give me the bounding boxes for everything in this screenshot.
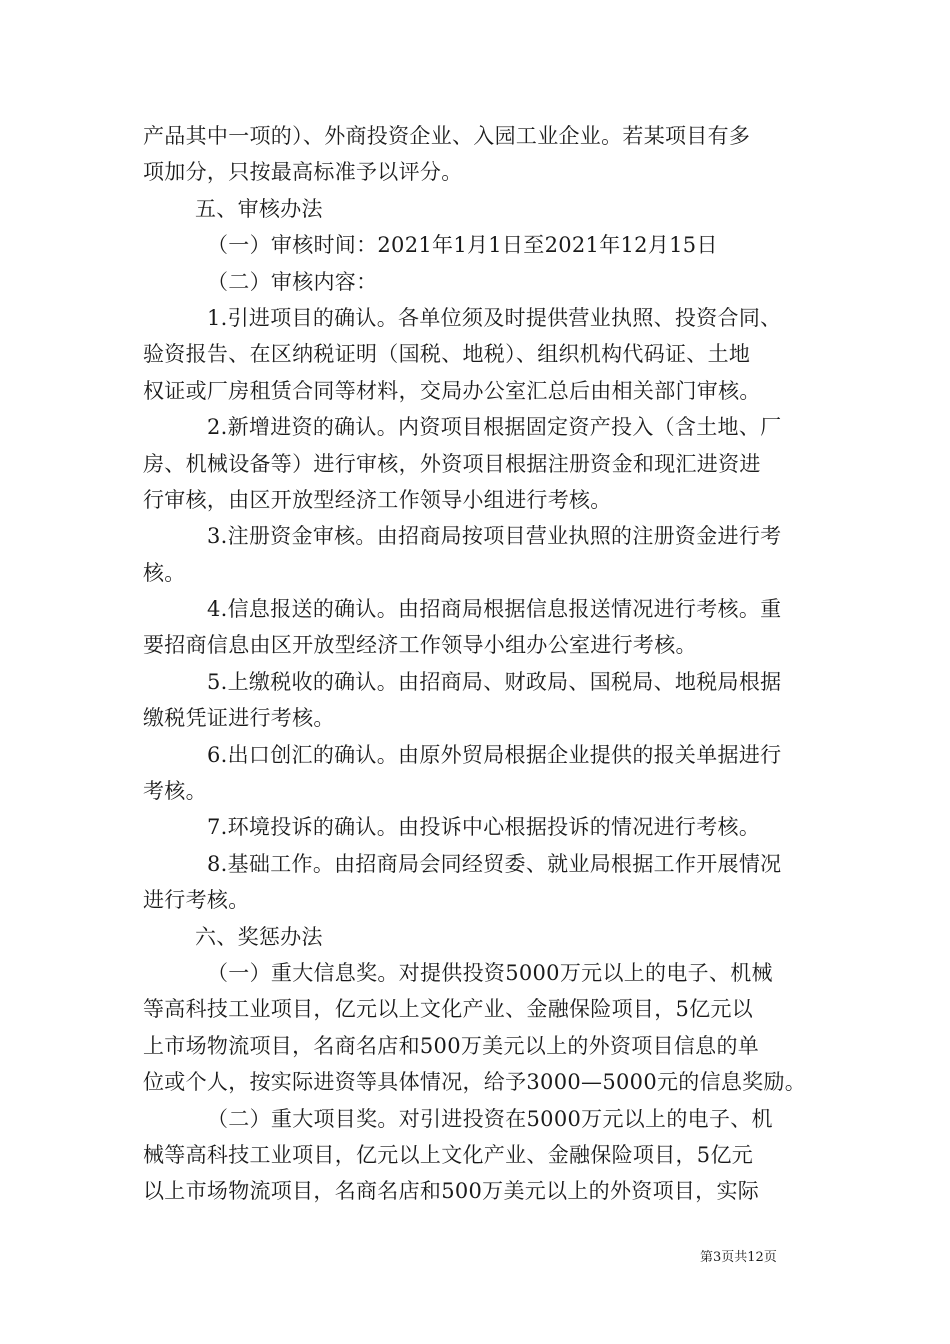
text-line: 5.上缴税收的确认。由招商局、财政局、国税局、地税局根据 (207, 669, 782, 694)
text-line: 等高科技工业项目，亿元以上文化产业、金融保险项目，5亿元以 (143, 997, 754, 1022)
text-line: 6.出口创汇的确认。由原外贸局根据企业提供的报关单据进行 (207, 742, 782, 767)
text-line: 行审核，由区开放型经济工作领导小组进行考核。 (143, 487, 612, 512)
document-body (143, 118, 813, 1210)
section-heading: 五、审核办法 (195, 196, 323, 221)
section-heading: 六、奖惩办法 (195, 924, 323, 949)
text-line: 位或个人，按实际进资等具体情况，给予3000—5000元的信息奖励。 (143, 1070, 807, 1095)
text-line: （二）重大项目奖。对引进投资在5000万元以上的电子、机 (207, 1106, 773, 1131)
text-line: 1.引进项目的确认。各单位须及时提供营业执照、投资合同、 (207, 305, 782, 330)
text-line: （一）重大信息奖。对提供投资5000万元以上的电子、机械 (207, 960, 773, 985)
text-line: 要招商信息由区开放型经济工作领导小组办公室进行考核。 (143, 633, 697, 658)
subsection-heading: （一）审核时间：2021年1月1日至2021年12月15日 (207, 233, 718, 258)
text-line: 权证或厂房租赁合同等材料，交局办公室汇总后由相关部门审核。 (143, 378, 761, 403)
text-line: 7.环境投诉的确认。由投诉中心根据投诉的情况进行考核。 (207, 815, 761, 840)
text-line: 上市场物流项目，名商名店和500万美元以上的外资项目信息的单 (143, 1033, 760, 1058)
page-number: 第3页共12页 (700, 1250, 777, 1265)
subsection-heading: （二）审核内容： (207, 269, 378, 294)
text-line: 4.信息报送的确认。由招商局根据信息报送情况进行考核。重 (207, 597, 782, 622)
text-line: 项加分，只按最高标准予以评分。 (143, 160, 463, 185)
text-line: 以上市场物流项目，名商名店和500万美元以上的外资项目，实际 (143, 1179, 760, 1204)
text-line: 进行考核。 (143, 888, 250, 913)
text-line: 房、机械设备等）进行审核，外资项目根据注册资金和现汇进资进 (143, 451, 761, 476)
text-line: 产品其中一项的）、外商投资企业、入园工业企业。若某项目有多 (143, 124, 751, 148)
text-line: 3.注册资金审核。由招商局按项目营业执照的注册资金进行考 (207, 524, 782, 549)
text-line: 2.新增进资的确认。内资项目根据固定资产投入（含土地、厂 (207, 415, 782, 440)
text-line: 8.基础工作。由招商局会同经贸委、就业局根据工作开展情况 (207, 851, 782, 876)
text-line: 械等高科技工业项目，亿元以上文化产业、金融保险项目，5亿元 (143, 1142, 754, 1167)
text-line: 验资报告、在区纳税证明（国税、地税）、组织机构代码证、土地 (143, 342, 751, 367)
text-line: 考核。 (143, 779, 207, 804)
text-line: 核。 (143, 560, 186, 585)
text-line: 缴税凭证进行考核。 (143, 706, 335, 731)
